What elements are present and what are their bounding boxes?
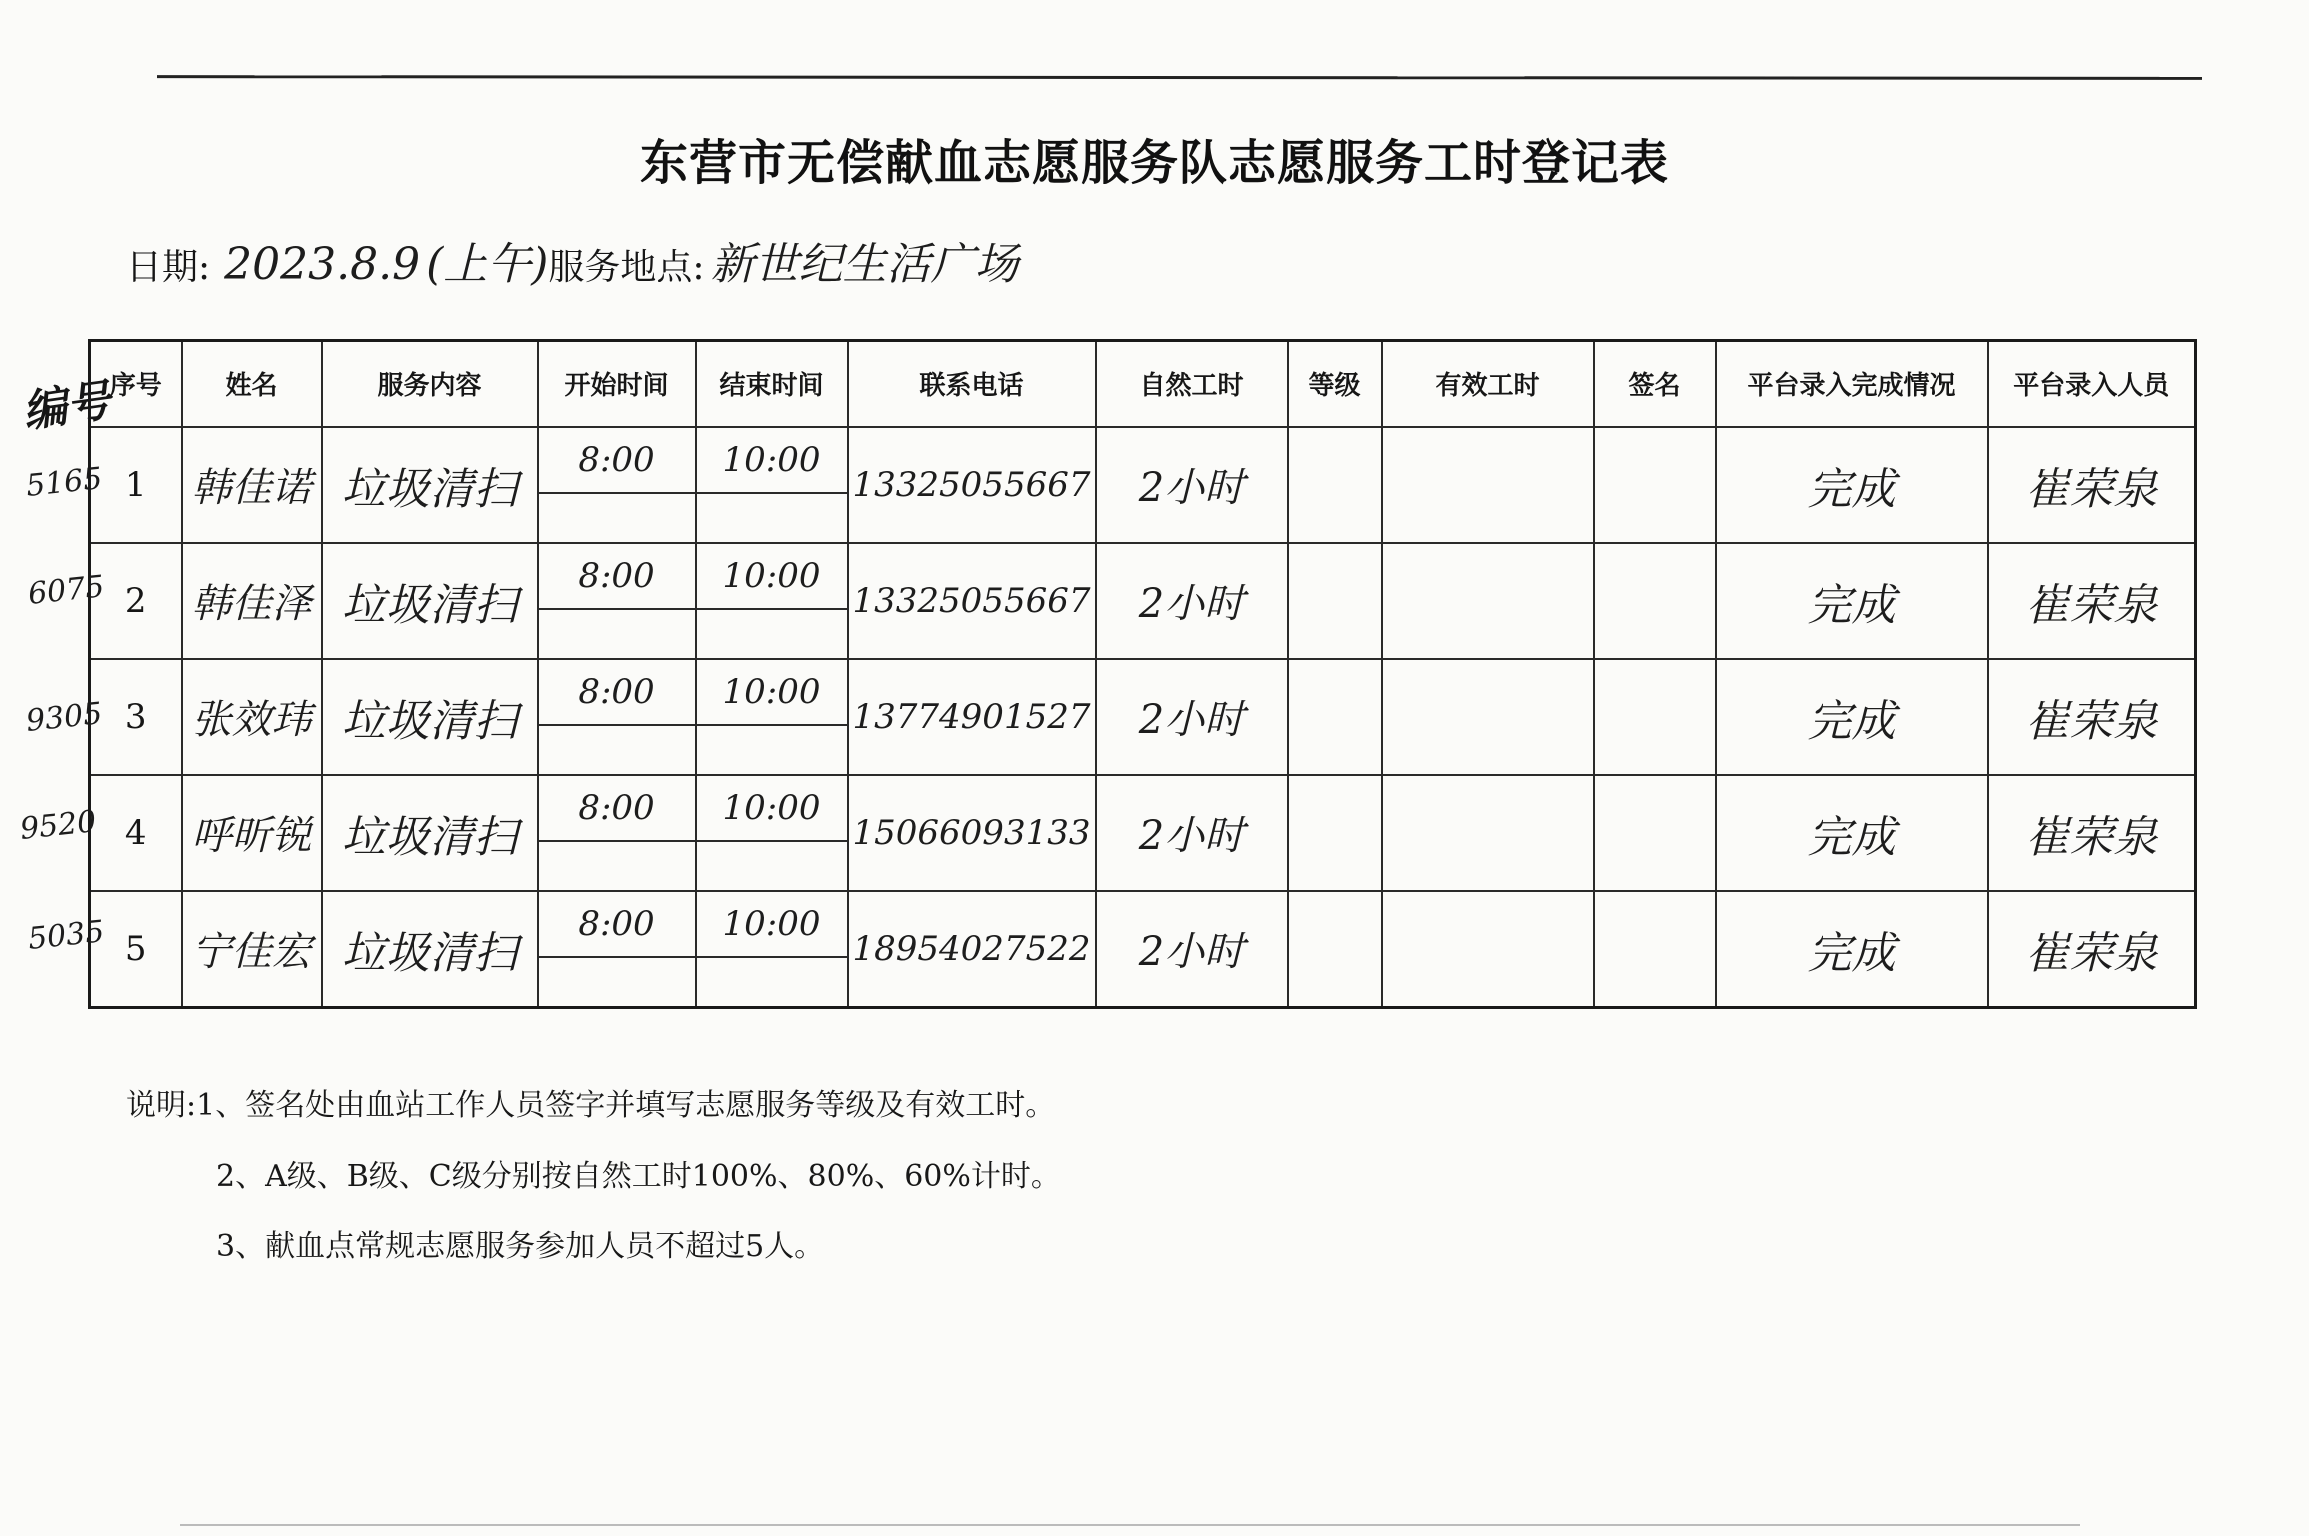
col-header-start: 开始时间 <box>538 341 696 427</box>
end-time: 10:00 <box>697 776 847 842</box>
col-header-index: 序号 <box>90 341 182 427</box>
cell-start <box>538 659 696 775</box>
col-header-status: 平台录入完成情况 <box>1716 341 1988 427</box>
end-time: 10:00 <box>697 428 847 494</box>
header-row <box>90 341 2196 427</box>
table-row <box>90 427 2196 543</box>
cell-index: 1 <box>90 427 182 543</box>
cell-start <box>538 427 696 543</box>
cell-end <box>696 427 848 543</box>
cell-operator: 崔荣泉 <box>1988 659 2196 775</box>
cell-hours: 2小时 <box>1096 543 1288 659</box>
start-time: 8:00 <box>539 428 695 494</box>
cell-end <box>696 543 848 659</box>
col-header-effective: 有效工时 <box>1382 341 1594 427</box>
document-title: 东营市无偿献血志愿服务队志愿服务工时登记表 <box>639 135 1669 191</box>
cell-signature <box>1594 427 1716 543</box>
cell-grade <box>1288 891 1382 1008</box>
cell-operator: 崔荣泉 <box>1988 427 2196 543</box>
note-2: 2、A级、B级、C级分别按自然工时100%、80%、60%计时。 <box>216 1159 1061 1194</box>
cell-content: 垃圾清扫 <box>322 891 538 1008</box>
table-row <box>90 891 2196 1008</box>
cell-name: 呼昕锐 <box>182 775 322 891</box>
location-value: 新世纪生活广场 <box>710 239 1019 290</box>
end-time: 10:00 <box>697 892 847 958</box>
cell-signature <box>1594 775 1716 891</box>
col-header-end: 结束时间 <box>696 341 848 427</box>
cell-hours: 2小时 <box>1096 659 1288 775</box>
cell-phone: 13325055667 <box>848 543 1096 659</box>
cell-effective <box>1382 775 1594 891</box>
table-row <box>90 543 2196 659</box>
cell-grade <box>1288 427 1382 543</box>
cell-hours: 2小时 <box>1096 891 1288 1008</box>
col-header-signature: 签名 <box>1594 341 1716 427</box>
start-time: 8:00 <box>539 776 695 842</box>
col-header-grade: 等级 <box>1288 341 1382 427</box>
start-time: 8:00 <box>539 892 695 958</box>
cell-content: 垃圾清扫 <box>322 775 538 891</box>
col-header-content: 服务内容 <box>322 341 538 427</box>
col-header-hours: 自然工时 <box>1096 341 1288 427</box>
volunteer-code: 6075 <box>26 569 106 612</box>
cell-content: 垃圾清扫 <box>322 659 538 775</box>
start-time: 8:00 <box>539 544 695 610</box>
col-header-operator: 平台录入人员 <box>1988 341 2196 427</box>
table-row <box>90 659 2196 775</box>
cell-effective <box>1382 659 1594 775</box>
cell-content: 垃圾清扫 <box>322 427 538 543</box>
cell-operator: 崔荣泉 <box>1988 543 2196 659</box>
cell-grade <box>1288 543 1382 659</box>
volunteer-code: 5165 <box>24 461 104 504</box>
cell-content: 垃圾清扫 <box>322 543 538 659</box>
volunteer-code: 9305 <box>24 696 104 739</box>
cell-phone: 13325055667 <box>848 427 1096 543</box>
col-header-phone: 联系电话 <box>848 341 1096 427</box>
cell-phone: 15066093133 <box>848 775 1096 891</box>
col-header-name: 姓名 <box>182 341 322 427</box>
cell-end <box>696 891 848 1008</box>
cell-name: 韩佳泽 <box>182 543 322 659</box>
cell-status: 完成 <box>1716 427 1988 543</box>
cell-status: 完成 <box>1716 659 1988 775</box>
cell-phone: 18954027522 <box>848 891 1096 1008</box>
date-label: 日期: <box>126 247 211 288</box>
cell-effective <box>1382 891 1594 1008</box>
cell-hours: 2小时 <box>1096 775 1288 891</box>
session-value: (上午) <box>426 239 549 290</box>
cell-effective <box>1382 543 1594 659</box>
cell-index: 2 <box>90 543 182 659</box>
cell-signature <box>1594 891 1716 1008</box>
side-label: 编号 <box>19 375 114 438</box>
cell-end <box>696 659 848 775</box>
cell-name: 宁佳宏 <box>182 891 322 1008</box>
cell-index: 5 <box>90 891 182 1008</box>
volunteer-code: 5035 <box>26 914 106 957</box>
cell-name: 张效玮 <box>182 659 322 775</box>
end-time: 10:00 <box>697 544 847 610</box>
table-row <box>90 775 2196 891</box>
cell-start <box>538 891 696 1008</box>
cell-status: 完成 <box>1716 543 1988 659</box>
cell-index: 4 <box>90 775 182 891</box>
cell-index: 3 <box>90 659 182 775</box>
cell-start <box>538 775 696 891</box>
cell-effective <box>1382 427 1594 543</box>
cell-hours: 2小时 <box>1096 427 1288 543</box>
cell-status: 完成 <box>1716 891 1988 1008</box>
cell-grade <box>1288 659 1382 775</box>
cell-operator: 崔荣泉 <box>1988 775 2196 891</box>
volunteer-code: 9520 <box>18 804 98 847</box>
cell-grade <box>1288 775 1382 891</box>
bottom-rule <box>180 1524 2080 1526</box>
cell-operator: 崔荣泉 <box>1988 891 2196 1008</box>
location-label: 服务地点: <box>548 247 705 288</box>
end-time: 10:00 <box>697 660 847 726</box>
cell-end <box>696 775 848 891</box>
note-1: 说明:1、签名处由血站工作人员签字并填写志愿服务等级及有效工时。 <box>126 1088 1056 1123</box>
date-value: 2023.8.9 <box>224 239 421 290</box>
registration-table <box>88 339 2197 1009</box>
top-rule <box>157 75 2202 80</box>
cell-phone: 13774901527 <box>848 659 1096 775</box>
cell-signature <box>1594 543 1716 659</box>
cell-start <box>538 543 696 659</box>
note-3: 3、献血点常规志愿服务参加人员不超过5人。 <box>216 1229 825 1264</box>
cell-name: 韩佳诺 <box>182 427 322 543</box>
header-line <box>126 228 1019 292</box>
cell-signature <box>1594 659 1716 775</box>
start-time: 8:00 <box>539 660 695 726</box>
cell-status: 完成 <box>1716 775 1988 891</box>
